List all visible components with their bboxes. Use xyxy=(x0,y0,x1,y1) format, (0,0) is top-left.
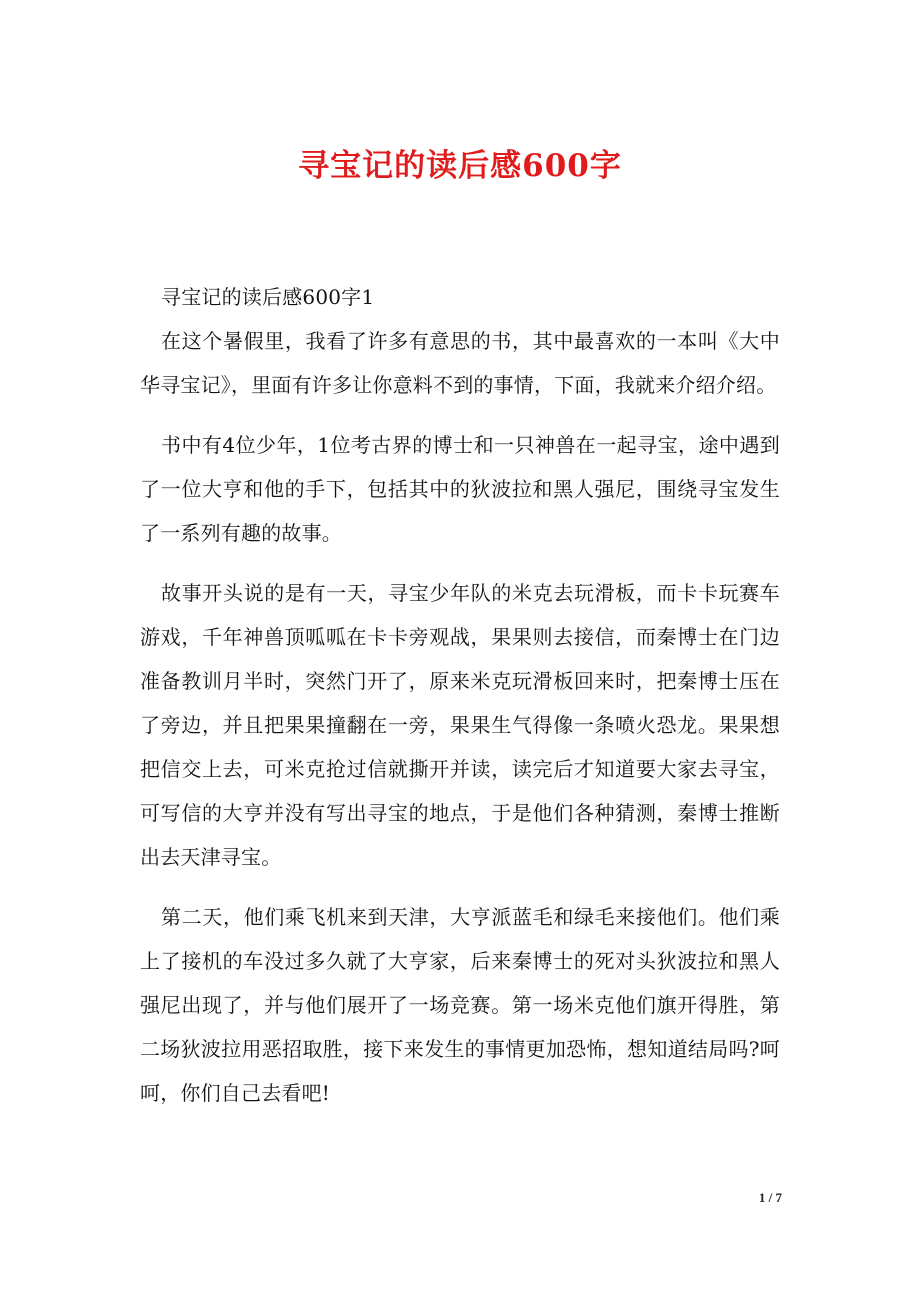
paragraph-2: 书中有4位少年，1位考古界的博士和一只神兽在一起寻宝，途中遇到了一位大亨和他的手下，包括其中的狄波拉和黑人强尼，围绕寻宝发生了一系列有趣的故事。 xyxy=(140,433,780,545)
paragraph-4: 第二天，他们乘飞机来到天津，大亨派蓝毛和绿毛来接他们。他们乘上了接机的车没过多久就了大亨家，后来秦博士的死对头狄波拉和黑人强尼出现了，并与他们展开了一场竞赛。第一场米克他们旗开得胜，第二场狄波拉用恶招取胜，接下来发生的事情更加恐怖，想知道结局吗?呵呵，你们自己去看吧! xyxy=(140,905,780,1105)
paragraph-3: 故事开头说的是有一天，寻宝少年队的米克去玩滑板，而卡卡玩赛车游戏，千年神兽顶呱呱在卡卡旁观战，果果则去接信，而秦博士在门边准备教训月半时，突然门开了，原来米克玩滑板回来时，把秦博士压在了旁边，并且把果果撞翻在一旁，果果生气得像一条喷火恐龙。果果想把信交上去，可米克抢过信就撕开并读，读完后才知道要大家去寻宝，可写信的大亨并没有写出寻宝的地点，于是他们各种猜测，秦博士推断出去天津寻宝。 xyxy=(140,581,780,869)
page-number: 1 / 7 xyxy=(758,1190,782,1205)
section-heading: 寻宝记的读后感600字1 xyxy=(161,285,375,309)
document-body xyxy=(140,275,780,1131)
paragraph-1: 在这个暑假里，我看了许多有意思的书，其中最喜欢的一本叫《大中华寻宝记》，里面有许多让你意料不到的事情，下面，我就来介绍介绍。 xyxy=(140,329,780,397)
document-title: 寻宝记的读后感600字 xyxy=(298,148,622,184)
